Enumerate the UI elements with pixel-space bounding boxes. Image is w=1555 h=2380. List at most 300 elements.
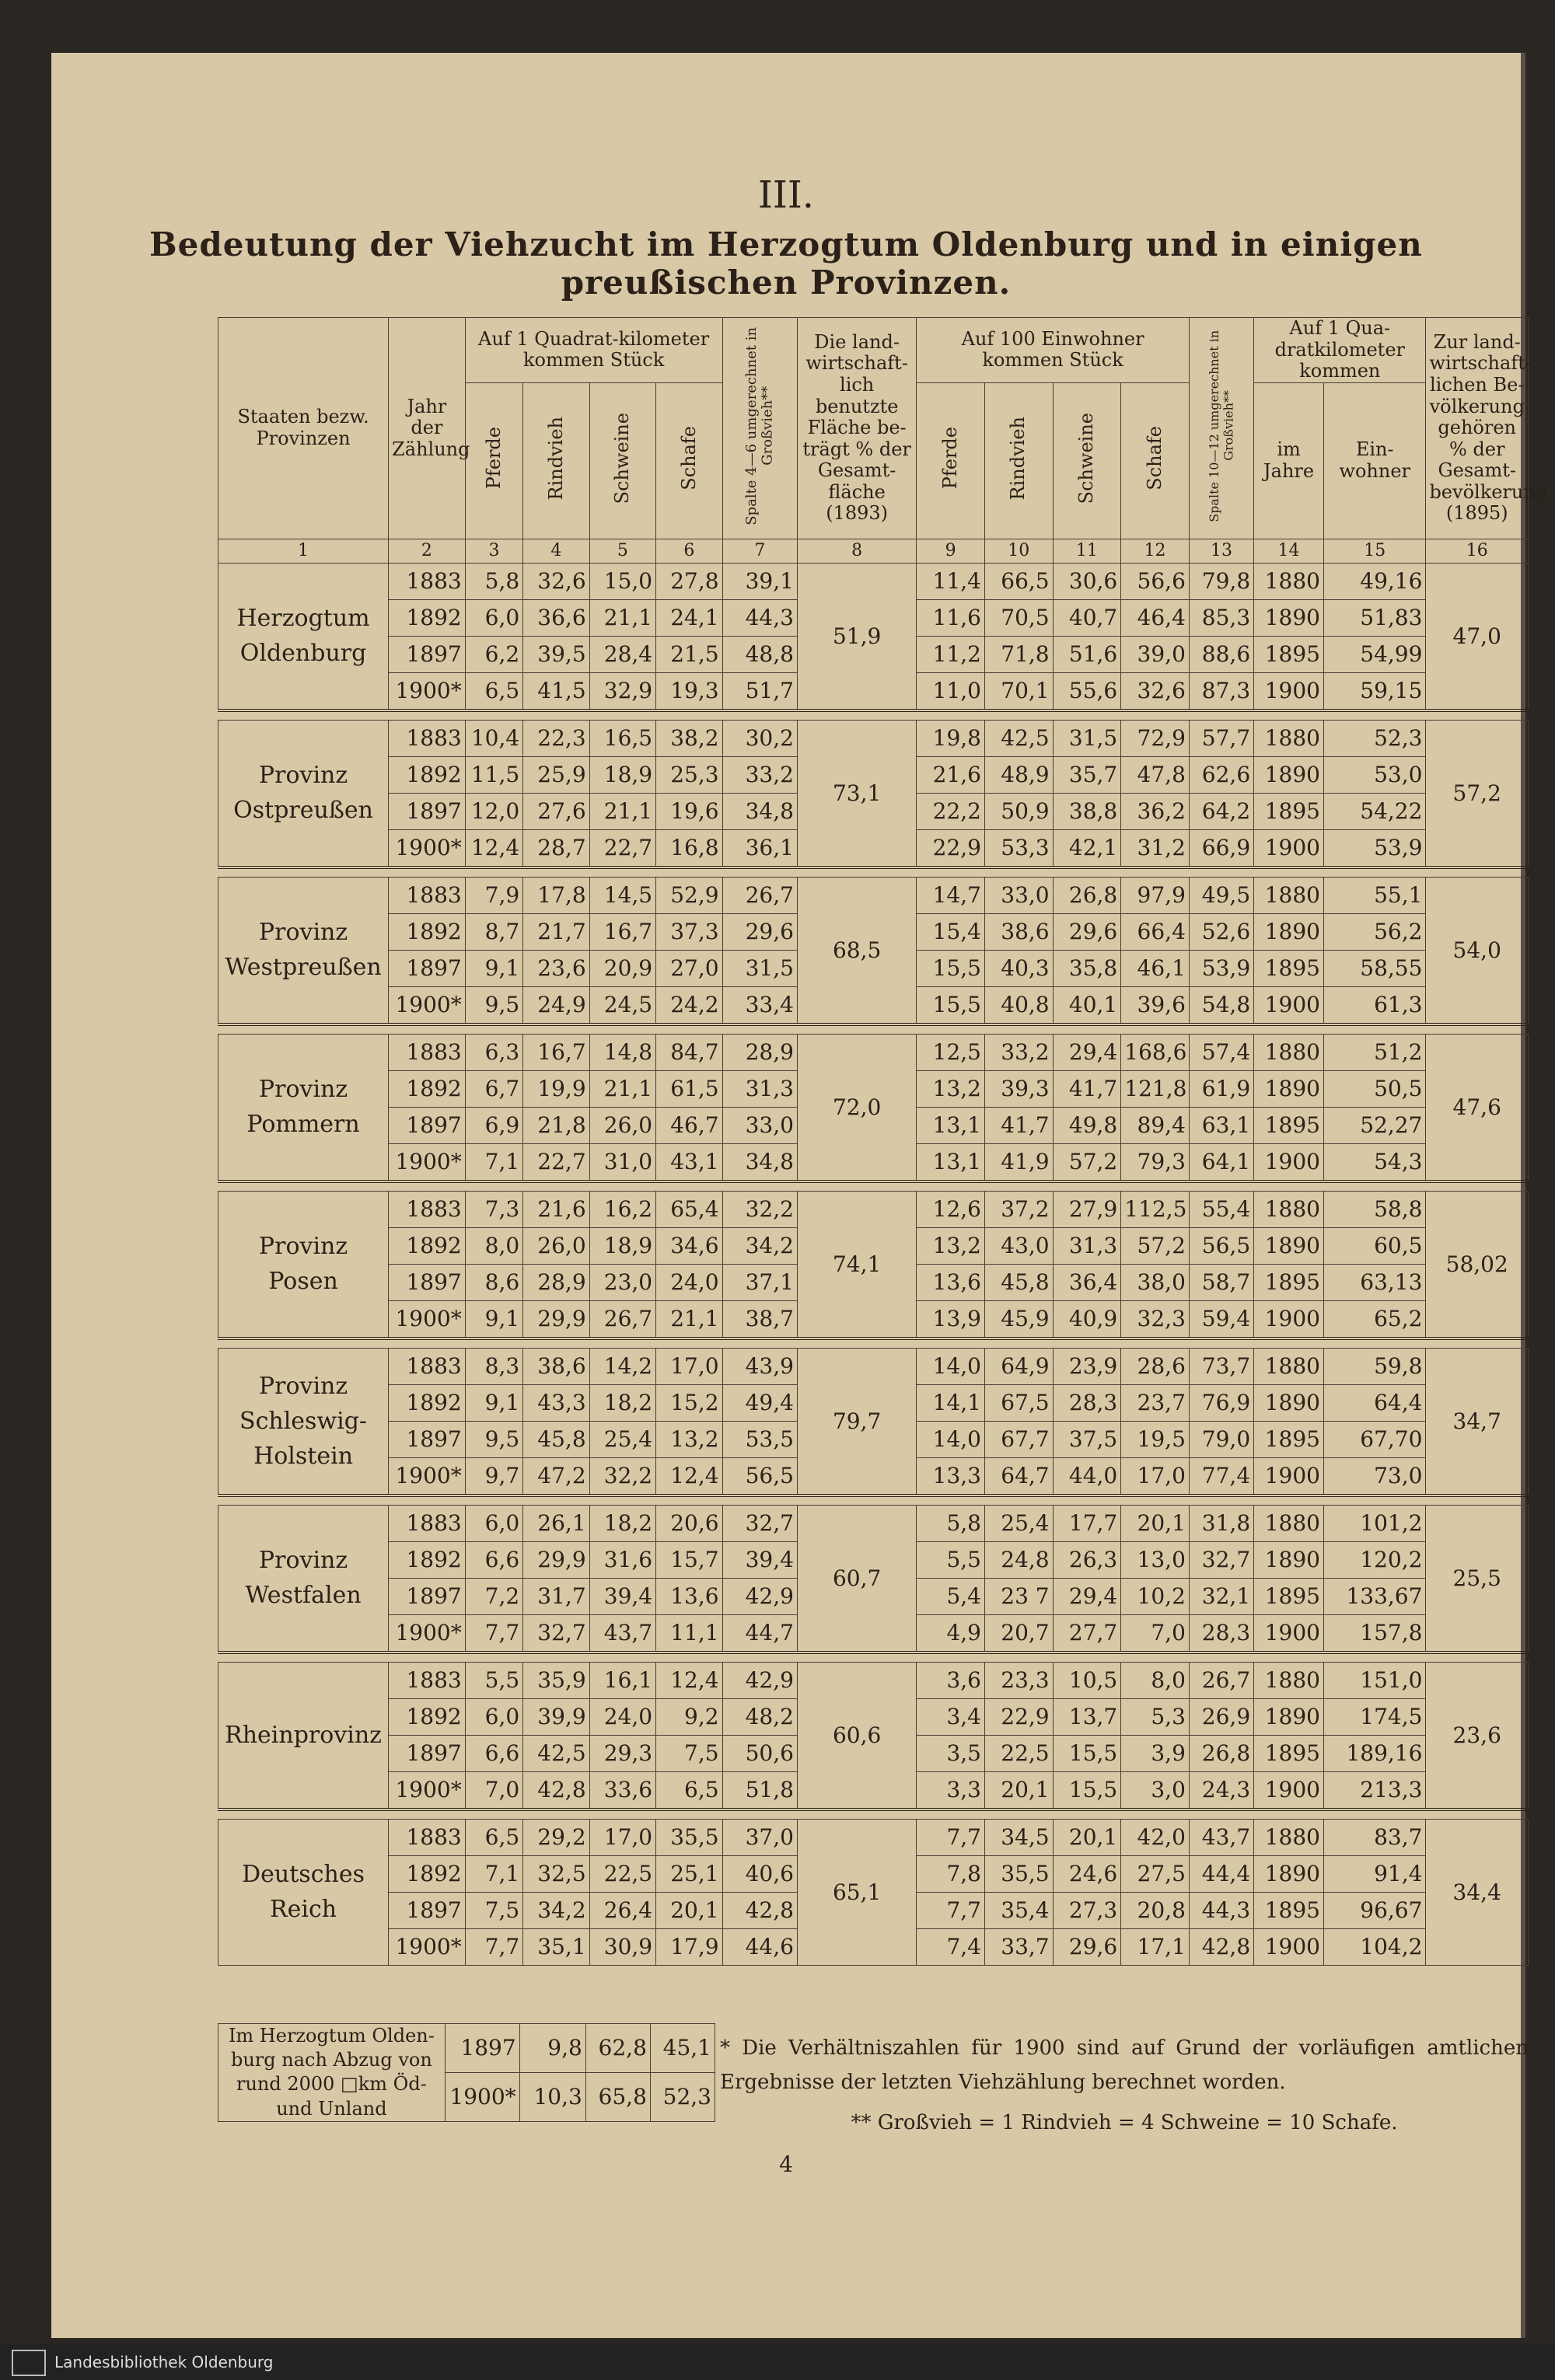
- table-cell: 1897: [389, 793, 466, 829]
- table-cell: 24,3: [1189, 1771, 1253, 1809]
- table-cell: 51,6: [1053, 636, 1121, 672]
- table-cell: 9,5: [465, 1421, 522, 1457]
- table-cell: 50,9: [984, 793, 1053, 829]
- table-cell: 10,5: [1053, 1662, 1121, 1698]
- column-number: 12: [1121, 539, 1190, 563]
- table-cell: 12,6: [917, 1191, 985, 1227]
- table-cell: 9,1: [465, 1384, 522, 1421]
- table-cell: 35,4: [984, 1892, 1053, 1928]
- table-cell: 56,5: [722, 1457, 797, 1495]
- table-cell: 7,0: [1121, 1614, 1190, 1652]
- table-cell: 1895: [1254, 1892, 1324, 1928]
- table-cell: 34,8: [722, 793, 797, 829]
- bevoelkerung-value: 34,4: [1426, 1819, 1529, 1965]
- table-cell: 58,7: [1189, 1264, 1253, 1300]
- table-cell: 39,0: [1121, 636, 1190, 672]
- table-cell: 23,6: [523, 950, 589, 986]
- table-cell: 14,8: [589, 1034, 655, 1070]
- bottom-row: [218, 2024, 715, 2073]
- table-cell: 11,0: [917, 672, 985, 710]
- flaeche-value: 60,7: [797, 1505, 916, 1652]
- bevoelkerung-value: 57,2: [1426, 720, 1529, 867]
- table-cell: 27,6: [523, 793, 589, 829]
- table-cell: 101,2: [1323, 1505, 1425, 1541]
- table-cell: 33,0: [984, 877, 1053, 913]
- table-cell: 7,0: [465, 1771, 522, 1809]
- column-number: 9: [917, 539, 985, 563]
- header-schafe: Schafe: [656, 382, 722, 539]
- table-cell: 16,5: [589, 720, 655, 756]
- table-cell: 1880: [1254, 563, 1324, 599]
- table-cell: 28,7: [523, 829, 589, 867]
- table-cell: 21,1: [589, 793, 655, 829]
- library-name: Landesbibliothek Oldenburg: [54, 2353, 274, 2371]
- table-cell: 6,7: [465, 1070, 522, 1107]
- table-cell: 174,5: [1323, 1698, 1425, 1735]
- table-cell: 3,4: [917, 1698, 985, 1735]
- table-cell: 1895: [1254, 793, 1324, 829]
- table-cell: 38,2: [656, 720, 722, 756]
- table-cell: 59,15: [1323, 672, 1425, 710]
- table-row: [218, 720, 1529, 756]
- flaeche-value: 74,1: [797, 1191, 916, 1338]
- table-cell: 28,6: [1121, 1348, 1190, 1384]
- table-cell: 51,7: [722, 672, 797, 710]
- group-separator: [218, 1181, 1529, 1192]
- table-cell: 6,9: [465, 1107, 522, 1143]
- table-cell: 1890: [1254, 1541, 1324, 1578]
- column-number: 13: [1189, 539, 1253, 563]
- table-cell: 34,2: [523, 1892, 589, 1928]
- table-cell: 32,9: [589, 672, 655, 710]
- table-cell: 6,5: [656, 1771, 722, 1809]
- table-cell: 26,1: [523, 1505, 589, 1541]
- table-cell: 1890: [1254, 1855, 1324, 1892]
- table-cell: 43,3: [523, 1384, 589, 1421]
- table-cell: 21,1: [589, 599, 655, 636]
- table-cell: 36,6: [523, 599, 589, 636]
- table-cell: 31,5: [722, 950, 797, 986]
- table-cell: 1883: [389, 1505, 466, 1541]
- table-cell: 1895: [1254, 950, 1324, 986]
- table-cell: 1883: [389, 1191, 466, 1227]
- table-cell: 57,4: [1189, 1034, 1253, 1070]
- table-cell: 57,2: [1121, 1227, 1190, 1264]
- table-cell: 20,7: [984, 1614, 1053, 1652]
- table-cell: 41,9: [984, 1143, 1053, 1181]
- table-cell: 1892: [389, 1541, 466, 1578]
- group-separator: [218, 867, 1529, 878]
- table-cell: 33,2: [722, 756, 797, 793]
- table-cell: 20,9: [589, 950, 655, 986]
- table-cell: 1895: [1254, 636, 1324, 672]
- table-cell: 32,2: [722, 1191, 797, 1227]
- table-cell: 63,1: [1189, 1107, 1253, 1143]
- column-number: 1: [218, 539, 389, 563]
- table-cell: 24,8: [984, 1541, 1053, 1578]
- table-cell: 43,7: [1189, 1819, 1253, 1855]
- table-cell: 1900: [1254, 672, 1324, 710]
- table-cell: 62,8: [585, 2024, 650, 2073]
- table-cell: 49,4: [722, 1384, 797, 1421]
- table-cell: 56,6: [1121, 563, 1190, 599]
- table-cell: 30,9: [589, 1928, 655, 1965]
- table-cell: 37,1: [722, 1264, 797, 1300]
- table-cell: 29,9: [523, 1541, 589, 1578]
- table-cell: 51,83: [1323, 599, 1425, 636]
- table-cell: 12,4: [656, 1457, 722, 1495]
- table-cell: 25,9: [523, 756, 589, 793]
- table-cell: 66,4: [1121, 913, 1190, 950]
- table-cell: 1883: [389, 720, 466, 756]
- table-cell: 1897: [389, 950, 466, 986]
- table-cell: 73,0: [1323, 1457, 1425, 1495]
- table-cell: 1900: [1254, 1614, 1324, 1652]
- table-cell: 6,6: [465, 1735, 522, 1771]
- table-cell: 1895: [1254, 1264, 1324, 1300]
- table-cell: 39,6: [1121, 986, 1190, 1024]
- table-cell: 13,2: [917, 1227, 985, 1264]
- table-cell: 20,8: [1121, 1892, 1190, 1928]
- table-cell: 61,3: [1323, 986, 1425, 1024]
- bevoelkerung-value: 58,02: [1426, 1191, 1529, 1338]
- table-cell: 1900: [1254, 1143, 1324, 1181]
- table-cell: 33,0: [722, 1107, 797, 1143]
- table-cell: 14,0: [917, 1421, 985, 1457]
- table-cell: 8,3: [465, 1348, 522, 1384]
- table-cell: 64,4: [1323, 1384, 1425, 1421]
- table-cell: 42,0: [1121, 1819, 1190, 1855]
- table-cell: 14,0: [917, 1348, 985, 1384]
- bottom-label: Im Herzogtum Olden-burg nach Abzug von rund 2000 □km Öd- und Unland: [218, 2024, 446, 2122]
- library-logo-icon: [12, 2350, 46, 2376]
- table-cell: 29,6: [1053, 913, 1121, 950]
- table-cell: 31,6: [589, 1541, 655, 1578]
- table-cell: 1883: [389, 1662, 466, 1698]
- column-number: 6: [656, 539, 722, 563]
- table-cell: 55,4: [1189, 1191, 1253, 1227]
- table-cell: 30,2: [722, 720, 797, 756]
- table-cell: 1890: [1254, 913, 1324, 950]
- table-cell: 1892: [389, 599, 466, 636]
- table-cell: 13,6: [656, 1578, 722, 1614]
- table-cell: 25,1: [656, 1855, 722, 1892]
- table-cell: 48,8: [722, 636, 797, 672]
- table-cell: 16,7: [523, 1034, 589, 1070]
- table-cell: 29,4: [1053, 1578, 1121, 1614]
- table-cell: 42,8: [1189, 1928, 1253, 1965]
- table-cell: 22,9: [984, 1698, 1053, 1735]
- table-cell: 15,4: [917, 913, 985, 950]
- table-cell: 1900: [1254, 829, 1324, 867]
- table-cell: 50,5: [1323, 1070, 1425, 1107]
- header-staaten: Staaten bezw. Provinzen: [218, 318, 389, 539]
- table-cell: 9,1: [465, 1300, 522, 1338]
- table-cell: 11,2: [917, 636, 985, 672]
- flaeche-value: 60,6: [797, 1662, 916, 1809]
- table-cell: 15,2: [656, 1384, 722, 1421]
- table-cell: 1897: [389, 1421, 466, 1457]
- table-cell: 1895: [1254, 1578, 1324, 1614]
- table-row: [218, 563, 1529, 599]
- bevoelkerung-value: 34,7: [1426, 1348, 1529, 1495]
- table-cell: 42,9: [722, 1578, 797, 1614]
- table-cell: 1892: [389, 1384, 466, 1421]
- table-cell: 1900*: [389, 1614, 466, 1652]
- table-cell: 53,3: [984, 829, 1053, 867]
- header-einwohner: Auf 100 Einwohner kommen Stück: [917, 318, 1190, 383]
- table-cell: 20,1: [656, 1892, 722, 1928]
- table-cell: 25,4: [984, 1505, 1053, 1541]
- table-cell: 7,7: [917, 1819, 985, 1855]
- table-cell: 31,3: [1053, 1227, 1121, 1264]
- table-cell: 18,2: [589, 1505, 655, 1541]
- table-cell: 29,6: [1053, 1928, 1121, 1965]
- table-cell: 40,3: [984, 950, 1053, 986]
- table-cell: 52,6: [1189, 913, 1253, 950]
- table-cell: 63,13: [1323, 1264, 1425, 1300]
- table-cell: 24,0: [656, 1264, 722, 1300]
- table-cell: 7,1: [465, 1143, 522, 1181]
- table-cell: 26,8: [1189, 1735, 1253, 1771]
- table-cell: 1895: [1254, 1735, 1324, 1771]
- table-cell: 1880: [1254, 1034, 1324, 1070]
- table-cell: 21,7: [523, 913, 589, 950]
- table-cell: 23 7: [984, 1578, 1053, 1614]
- table-cell: 1880: [1254, 1505, 1324, 1541]
- table-cell: 24,1: [656, 599, 722, 636]
- table-cell: 13,7: [1053, 1698, 1121, 1735]
- table-cell: 7,5: [465, 1892, 522, 1928]
- table-cell: 35,7: [1053, 756, 1121, 793]
- bevoelkerung-value: 23,6: [1426, 1662, 1529, 1809]
- library-footer: [0, 2343, 1555, 2380]
- table-cell: 168,6: [1121, 1034, 1190, 1070]
- column-number: 16: [1426, 539, 1529, 563]
- table-cell: 39,4: [589, 1578, 655, 1614]
- table-cell: 29,2: [523, 1819, 589, 1855]
- region-name: Provinz Schleswig-Holstein: [218, 1348, 389, 1495]
- table-cell: 8,6: [465, 1264, 522, 1300]
- table-cell: 12,0: [465, 793, 522, 829]
- table-cell: 65,2: [1323, 1300, 1425, 1338]
- table-cell: 13,1: [917, 1143, 985, 1181]
- table-cell: 26,9: [1189, 1698, 1253, 1735]
- table-cell: 56,5: [1189, 1227, 1253, 1264]
- column-number: 15: [1323, 539, 1425, 563]
- table-cell: 42,5: [984, 720, 1053, 756]
- table-cell: 28,3: [1053, 1384, 1121, 1421]
- table-cell: 76,9: [1189, 1384, 1253, 1421]
- table-cell: 41,7: [1053, 1070, 1121, 1107]
- table-cell: 22,3: [523, 720, 589, 756]
- table-cell: 79,0: [1189, 1421, 1253, 1457]
- table-cell: 12,4: [656, 1662, 722, 1698]
- table-cell: 46,1: [1121, 950, 1190, 986]
- table-cell: 27,3: [1053, 1892, 1121, 1928]
- group-separator: [218, 1495, 1529, 1506]
- table-cell: 34,5: [984, 1819, 1053, 1855]
- table-cell: 13,1: [917, 1107, 985, 1143]
- table-cell: 27,5: [1121, 1855, 1190, 1892]
- table-cell: 64,1: [1189, 1143, 1253, 1181]
- table-cell: 45,8: [984, 1264, 1053, 1300]
- page-number: 4: [779, 2151, 793, 2177]
- table-cell: 54,22: [1323, 793, 1425, 829]
- table-cell: 22,5: [984, 1735, 1053, 1771]
- table-cell: 17,9: [656, 1928, 722, 1965]
- table-cell: 45,9: [984, 1300, 1053, 1338]
- table-cell: 16,1: [589, 1662, 655, 1698]
- table-cell: 26,8: [1053, 877, 1121, 913]
- column-number: 8: [797, 539, 916, 563]
- table-cell: 38,0: [1121, 1264, 1190, 1300]
- table-cell: 18,9: [589, 756, 655, 793]
- table-cell: 58,55: [1323, 950, 1425, 986]
- table-cell: 34,6: [656, 1227, 722, 1264]
- header-schweine-2: Schweine: [1053, 382, 1121, 539]
- table-cell: 1897: [445, 2024, 519, 2073]
- flaeche-value: 51,9: [797, 563, 916, 710]
- table-cell: 70,5: [984, 599, 1053, 636]
- table-cell: 39,3: [984, 1070, 1053, 1107]
- table-cell: 19,8: [917, 720, 985, 756]
- table-row: [218, 1191, 1529, 1227]
- table-cell: 47,2: [523, 1457, 589, 1495]
- column-number: 2: [389, 539, 466, 563]
- table-cell: 59,8: [1323, 1348, 1425, 1384]
- table-cell: 157,8: [1323, 1614, 1425, 1652]
- table-cell: 24,9: [523, 986, 589, 1024]
- table-cell: 25,3: [656, 756, 722, 793]
- table-cell: 71,8: [984, 636, 1053, 672]
- table-cell: 79,8: [1189, 563, 1253, 599]
- table-cell: 49,5: [1189, 877, 1253, 913]
- table-cell: 27,7: [1053, 1614, 1121, 1652]
- table-cell: 1880: [1254, 1819, 1324, 1855]
- table-cell: 7,9: [465, 877, 522, 913]
- table-cell: 7,5: [656, 1735, 722, 1771]
- table-cell: 40,9: [1053, 1300, 1121, 1338]
- header-imjahre: im Jahre: [1254, 382, 1324, 539]
- table-cell: 32,6: [1121, 672, 1190, 710]
- flaeche-value: 79,7: [797, 1348, 916, 1495]
- bevoelkerung-value: 54,0: [1426, 877, 1529, 1024]
- flaeche-value: 73,1: [797, 720, 916, 867]
- table-cell: 1895: [1254, 1421, 1324, 1457]
- flaeche-value: 72,0: [797, 1034, 916, 1181]
- column-number: 14: [1254, 539, 1324, 563]
- table-cell: 44,4: [1189, 1855, 1253, 1892]
- table-cell: 13,3: [917, 1457, 985, 1495]
- table-cell: 60,5: [1323, 1227, 1425, 1264]
- table-cell: 40,7: [1053, 599, 1121, 636]
- table-cell: 45,1: [650, 2024, 715, 2073]
- table-row: [218, 1348, 1529, 1384]
- table-cell: 32,5: [523, 1855, 589, 1892]
- table-cell: 9,8: [519, 2024, 585, 2073]
- table-cell: 96,67: [1323, 1892, 1425, 1928]
- table-row: [218, 1662, 1529, 1698]
- header-quadrat: Auf 1 Quadrat-kilometer kommen Stück: [465, 318, 722, 383]
- table-cell: 54,99: [1323, 636, 1425, 672]
- table-cell: 49,8: [1053, 1107, 1121, 1143]
- table-cell: 65,8: [585, 2072, 650, 2121]
- table-cell: 87,3: [1189, 672, 1253, 710]
- header-jahr: Jahr der Zählung: [389, 318, 466, 539]
- table-cell: 15,5: [917, 986, 985, 1024]
- flaeche-value: 68,5: [797, 877, 916, 1024]
- table-cell: 15,5: [917, 950, 985, 986]
- table-cell: 21,8: [523, 1107, 589, 1143]
- table-cell: 121,8: [1121, 1070, 1190, 1107]
- group-separator: [218, 1809, 1529, 1820]
- table-cell: 35,9: [523, 1662, 589, 1698]
- table-cell: 24,0: [589, 1698, 655, 1735]
- table-cell: 3,0: [1121, 1771, 1190, 1809]
- table-cell: 77,4: [1189, 1457, 1253, 1495]
- table-cell: 89,4: [1121, 1107, 1190, 1143]
- table-cell: 91,4: [1323, 1855, 1425, 1892]
- table-cell: 65,4: [656, 1191, 722, 1227]
- region-name: Provinz Westfalen: [218, 1505, 389, 1652]
- table-cell: 52,3: [1323, 720, 1425, 756]
- table-cell: 1900*: [389, 1300, 466, 1338]
- table-cell: 1890: [1254, 756, 1324, 793]
- table-cell: 40,8: [984, 986, 1053, 1024]
- table-cell: 1883: [389, 877, 466, 913]
- table-cell: 22,5: [589, 1855, 655, 1892]
- table-cell: 17,0: [589, 1819, 655, 1855]
- table-cell: 88,6: [1189, 636, 1253, 672]
- table-cell: 32,6: [523, 563, 589, 599]
- section-number: III.: [757, 173, 815, 217]
- table-cell: 1892: [389, 756, 466, 793]
- table-cell: 11,1: [656, 1614, 722, 1652]
- table-cell: 20,1: [1053, 1819, 1121, 1855]
- column-number: 10: [984, 539, 1053, 563]
- table-cell: 43,7: [589, 1614, 655, 1652]
- table-cell: 1895: [1254, 1107, 1324, 1143]
- table-cell: 43,1: [656, 1143, 722, 1181]
- table-cell: 64,7: [984, 1457, 1053, 1495]
- table-cell: 1900: [1254, 986, 1324, 1024]
- table-cell: 21,1: [656, 1300, 722, 1338]
- table-cell: 41,7: [984, 1107, 1053, 1143]
- header-flaeche: Die land-wirtschaft-lich benutzte Fläche be-trägt % der Gesamt-fläche (1893): [797, 318, 916, 539]
- table-cell: 8,0: [465, 1227, 522, 1264]
- column-number: 5: [589, 539, 655, 563]
- table-cell: 1892: [389, 1698, 466, 1735]
- table-cell: 10,3: [519, 2072, 585, 2121]
- table-cell: 46,7: [656, 1107, 722, 1143]
- table-cell: 1883: [389, 1034, 466, 1070]
- table-cell: 26,0: [589, 1107, 655, 1143]
- table-cell: 22,9: [917, 829, 985, 867]
- table-cell: 1890: [1254, 599, 1324, 636]
- table-cell: 11,4: [917, 563, 985, 599]
- table-cell: 9,7: [465, 1457, 522, 1495]
- table-cell: 17,0: [1121, 1457, 1190, 1495]
- table-cell: 14,2: [589, 1348, 655, 1384]
- table-cell: 48,2: [722, 1698, 797, 1735]
- table-cell: 31,7: [523, 1578, 589, 1614]
- table-cell: 44,7: [722, 1614, 797, 1652]
- header-spalte47: Spalte 4—6 umgerechnet in Großvieh**: [722, 318, 797, 539]
- table-cell: 22,2: [917, 793, 985, 829]
- table-cell: 26,7: [589, 1300, 655, 1338]
- table-cell: 52,9: [656, 877, 722, 913]
